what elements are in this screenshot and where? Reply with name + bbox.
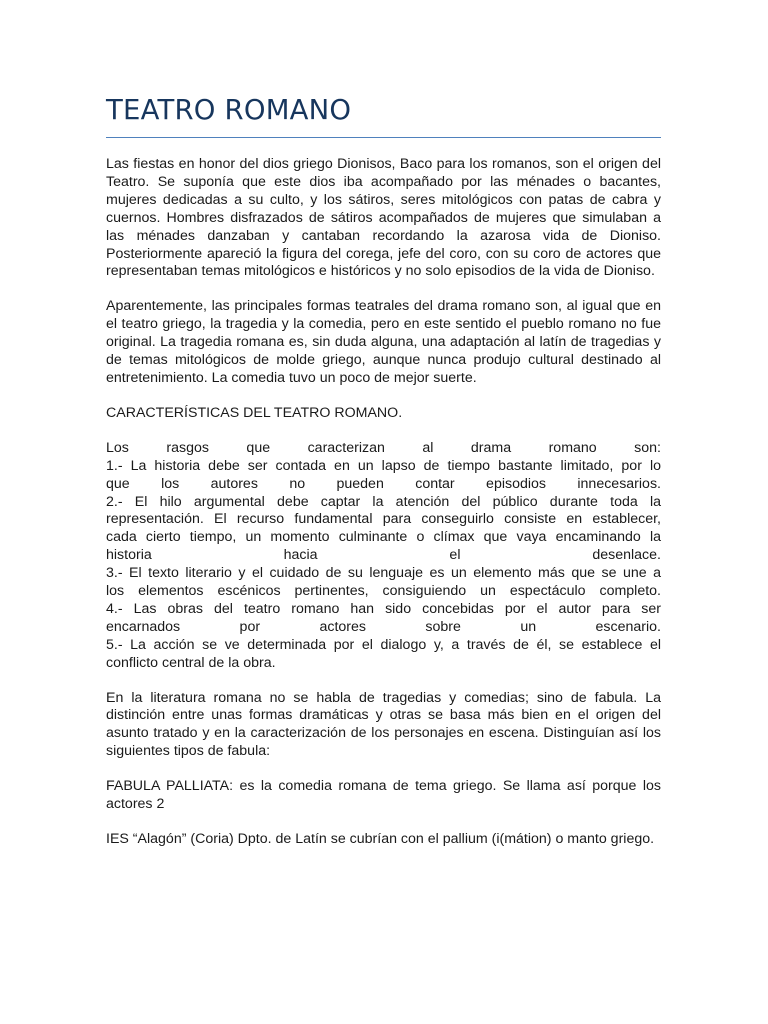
list-item-line: representación. El recurso fundamental para conseguirlo consiste en establecer, [106, 511, 661, 528]
list-item-line: conflicto central de la obra. [106, 654, 276, 671]
list-item-line: 5.- La acción se ve determinada por el dialogo y, a través de él, se establece el [106, 636, 661, 653]
list-item-line: 2.- El hilo argumental debe captar la atención del público durante toda la [106, 493, 661, 510]
list-item-line: encarnados por actores sobre un escenario. [106, 618, 661, 635]
list-item-line: 1.- La historia debe ser contada en un lapso de tiempo bastante limitado, por lo [106, 457, 661, 474]
list-item-line: que los autores no pueden contar episodios innecesarios. [106, 475, 661, 492]
section-heading: CARACTERÍSTICAS DEL TEATRO ROMANO. [106, 404, 403, 421]
list-item-line: cada cierto tiempo, un momento culminante o clímax que vaya encaminando la [106, 529, 661, 546]
paragraph-origin: Las fiestas en honor del dios griego Dionisos, Baco para los romanos, son el origen del Teatro. Se suponía que este dios iba acompañado por las ménades o bacantes, mujeres dedicadas a su culto, y los sátiros, seres mitológicos con patas de cabra y cuernos. Hombres disfrazados de sátiros acompañados de mujeres que simulaban a las ménades danzaban y cantaban recordando la azarosa vida de Dioniso. Posteriormente apareció la figura del corega, jefe del coro, con su coro de actores que representaban temas mitológicos e históricos y no solo episodios de la vida de Dioniso. [106, 156, 661, 280]
list-item-line: 4.- Las obras del teatro romano han sido concebidas por el autor para ser [106, 600, 661, 617]
list-item-line: los elementos escénicos pertinentes, consiguiendo un espectáculo completo. [106, 583, 661, 600]
paragraph-palliata: FABULA PALLIATA: es la comedia romana de tema griego. Se llama así porque los actores 2 [106, 778, 661, 813]
list-item-line: 3.- El texto literario y el cuidado de su lenguaje es un elemento más que se une a [106, 565, 661, 582]
paragraph-forms: Aparentemente, las principales formas teatrales del drama romano son, al igual que en el teatro griego, la tragedia y la comedia, pero en este sentido el pueblo romano no fue original. La tragedia romana es, sin duda alguna, una adaptación al latín de tragedias y de temas mitológicos de molde griego, aunque nunca produjo cultural destinado al entretenimiento. La comedia tuvo un poco de mejor suerte. [106, 298, 661, 386]
document-title: TEATRO ROMANO [106, 94, 352, 126]
paragraph-footer-note: IES “Alagón” (Coria) Dpto. de Latín se cubrían con el pallium (i(mátion) o manto griego. [106, 831, 655, 847]
list-intro: Los rasgos que caracterizan al drama romano son: [106, 439, 661, 456]
paragraph-fabula: En la literatura romana no se habla de tragedias y comedias; sino de fabula. La distinción entre unas formas dramáticas y otras se basa más bien en el origen del asunto tratado y en la caracterización de los personajes en escena. Distinguían así los siguientes tipos de fabula: [106, 689, 661, 760]
list-item-line: historia hacia el desenlace. [106, 547, 661, 564]
document-body [106, 156, 661, 866]
characteristics-list [106, 440, 661, 673]
title-underline [106, 137, 661, 138]
